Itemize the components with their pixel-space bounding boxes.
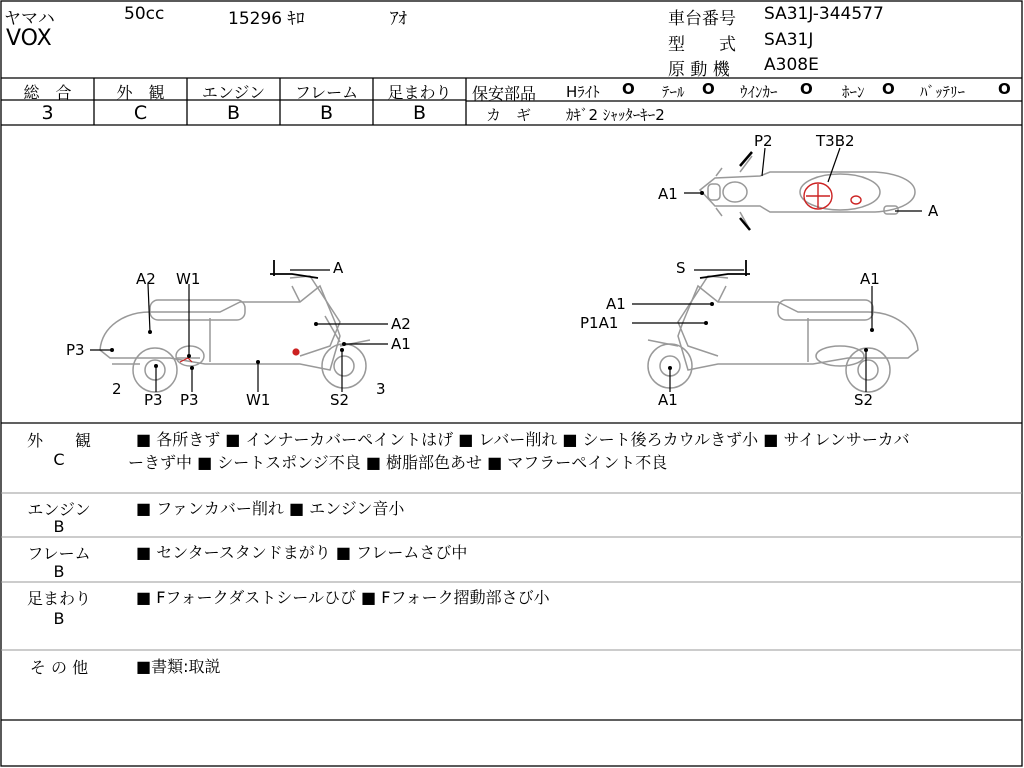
right-side-scooter [648,276,918,392]
engine-label: エンジン [201,83,266,102]
model-name: VOX [6,26,52,51]
detail-line: ■ センタースタンドまがり ■ フレームさび中 [136,543,468,562]
detail-text-exterior [128,428,910,474]
top-view-leaders [684,148,922,211]
safety-item-headlight: Hﾗｲﾄ [566,83,600,101]
safety-label: 保安部品 [472,84,537,103]
label-s2-left-bottom: S2 [330,391,350,409]
label-a2-left: A2 [136,270,156,288]
color: ｱｵ [390,9,407,29]
label-a-top-right: A [928,202,939,220]
key-label: カ ギ [486,106,532,124]
overall-score: 3 [41,102,54,124]
label-a2-left-right: A2 [391,315,411,333]
label-t3b2: T3B2 [816,132,855,150]
detail-line: ■書類:取説 [136,657,221,676]
damage-diagram [0,126,1024,422]
detail-grade-suspension: B [53,609,65,628]
detail-title-exterior: 外 観 [26,431,91,450]
left-side-marks [180,349,299,362]
left-side-leaders [90,270,388,392]
label-p3-bottom-1: P3 [144,391,163,409]
label-a1-right-upper: A1 [606,295,626,313]
safety-mark-winker: O [800,80,813,98]
label-a-left-top: A [333,259,344,277]
detail-line: ■ 各所きず ■ インナーカバーペイントはげ ■ レバー削れ ■ シート後ろカウルきず小 ■ サイレンサーカバ [136,430,910,449]
detail-line: ーきず中 ■ シートスポンジ不良 ■ 樹脂部色あせ ■ マフラーペイント不良 [128,453,668,472]
safety-mark-headlight: O [622,80,635,98]
displacement: 50cc [124,4,165,24]
suspension-score: B [412,102,427,124]
label-2-left: 2 [112,380,122,398]
detail-grade-engine: B [53,517,65,536]
label-s2-right-bottom: S2 [854,391,874,409]
detail-grade-frame: B [53,562,65,581]
overall-label: 総 合 [23,83,72,102]
detail-title-frame: フレーム [27,544,91,563]
engine-model: A308E [764,55,819,75]
detail-line: ■ Fフォークダストシールひび ■ Fフォーク摺動部さび小 [136,588,550,607]
exterior-label: 外 観 [116,83,165,102]
detail-line: ■ ファンカバー削れ ■ エンジン音小 [136,499,405,518]
label-w1-left-top: W1 [176,270,201,288]
detail-text-other [136,655,221,678]
safety-mark-battery: O [998,80,1011,98]
label-p1a1-right: P1A1 [580,314,619,332]
detail-grade-exterior: C [53,450,65,469]
type-value: SA31J [764,30,814,50]
label-a1-right-seat: A1 [860,270,880,288]
safety-item-battery: ﾊﾞｯﾃﾘｰ [920,83,966,101]
mileage: 15296 ｷﾛ [228,9,305,29]
key-value: ｶｷﾞ2 ｼｬｯﾀｰｷｰ2 [566,106,665,124]
label-a1-top-left: A1 [658,185,678,203]
label-3-left: 3 [376,380,386,398]
label-a1-left-right: A1 [391,335,411,353]
label-p3-bottom-2: P3 [180,391,199,409]
frame-score: B [319,102,334,124]
engine-score: B [226,102,241,124]
left-side-dots [110,322,346,370]
top-view-scooter [700,156,915,230]
exterior-score: C [133,102,148,124]
detail-text-engine [136,497,404,520]
label-p2: P2 [754,132,773,150]
label-p3-left: P3 [66,341,85,359]
detail-title-engine: エンジン [27,500,91,519]
left-handlebar [270,260,318,278]
label-s-right-top: S [676,259,686,277]
safety-item-tail: ﾃｰﾙ [662,83,685,101]
right-handlebar [700,260,750,278]
safety-mark-tail: O [702,80,715,98]
detail-title-other: そ の 他 [29,658,89,677]
detail-text-suspension [136,586,550,609]
safety-item-horn: ﾎｰﾝ [842,83,865,101]
frame-no-label: 車台番号 [668,9,736,29]
safety-item-winker: ｳｲﾝｶｰ [740,83,778,101]
frame-label: フレーム [294,83,359,102]
safety-mark-horn: O [882,80,895,98]
engine-model-label: 原 動 機 [668,60,730,80]
label-w1-bottom: W1 [246,391,271,409]
left-side-scooter [100,276,370,392]
label-a1-right-bottom: A1 [658,391,678,409]
frame-no: SA31J-344577 [764,4,884,24]
suspension-label: 足まわり [387,83,452,102]
right-side-leaders [632,270,872,392]
detail-title-suspension: 足まわり [26,589,91,608]
detail-text-frame [136,541,467,564]
type-label: 型 式 [668,35,736,55]
maker: ヤマハ [4,9,55,29]
